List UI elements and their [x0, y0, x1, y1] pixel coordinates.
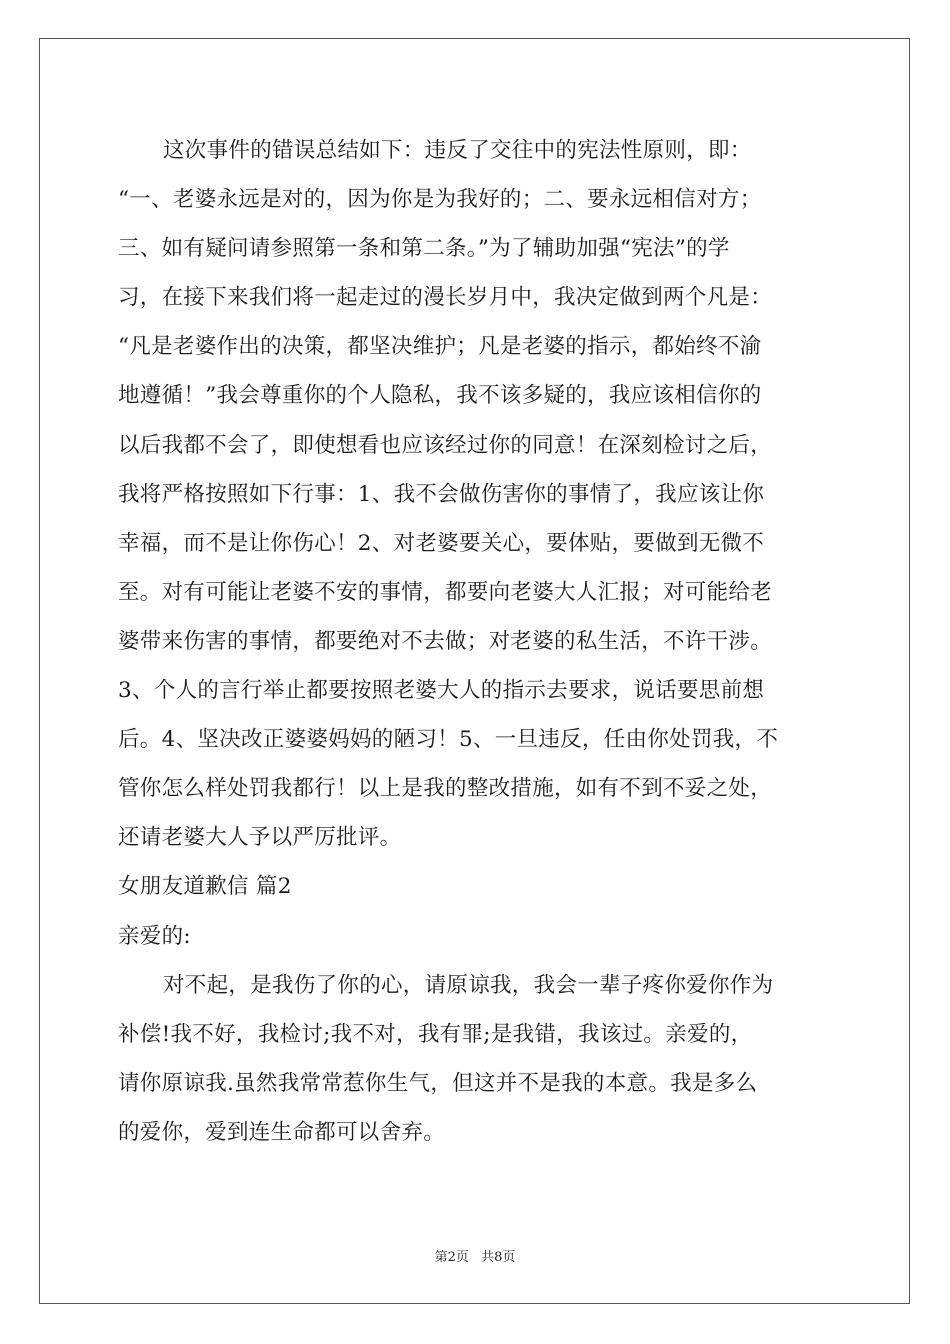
paragraph-1: [118, 126, 858, 862]
salutation: 亲爱的:: [118, 923, 191, 949]
text-line: “凡是老婆作出的决策，都坚决维护；凡是老婆的指示，都始终不渝: [118, 334, 762, 360]
text-line: 3、个人的言行举止都要按照老婆大人的指示去要求，说话要思前想: [118, 678, 765, 704]
text-line: 地遵循！”我会尊重你的个人隐私，我不该多疑的，我应该相信你的: [118, 383, 762, 409]
text-line: 习，在接下来我们将一起走过的漫长岁月中，我决定做到两个凡是：: [118, 285, 773, 311]
paragraph-2: [118, 961, 858, 1157]
document-body: [118, 126, 858, 1157]
text-line: 我将严格按照如下行事：1、我不会做伤害你的事情了，我应该让你: [118, 481, 765, 507]
text-line: 后。4、坚决改正婆婆妈妈的陋习！5、一旦违反，任由你处罚我，不: [118, 727, 779, 753]
text-line: 这次事件的错误总结如下：违反了交往中的宪法性原则，即：: [163, 138, 752, 163]
text-line: 补偿!我不好，我检讨;我不对，我有罪;是我错，我该过。亲爱的，: [118, 1021, 753, 1047]
text-line: 还请老婆大人予以严厉批评。: [118, 825, 402, 851]
text-line: 以后我都不会了，即使想看也应该经过你的同意！在深刻检讨之后，: [118, 432, 773, 458]
page-number: 第2页: [434, 1250, 469, 1265]
text-line: 至。对有可能让老婆不安的事情，都要向老婆大人汇报；对可能给老: [118, 579, 773, 605]
page-footer: [0, 1246, 950, 1265]
text-line: 婆带来伤害的事情，都要绝对不去做；对老婆的私生活，不许干涉。: [118, 628, 773, 654]
text-line: 三、如有疑问请参照第一条和第二条。”为了辅助加强“宪法”的学: [118, 236, 730, 262]
text-line: “一、老婆永远是对的，因为你是为我好的；二、要永远相信对方；: [118, 187, 762, 213]
text-line: 的爱你，爱到连生命都可以舍弃。: [118, 1119, 446, 1145]
text-line: 管你怎么样处罚我都行！以上是我的整改措施，如有不到不妥之处，: [118, 776, 773, 802]
text-line: 幸福，而不是让你伤心！2、对老婆要关心，要体贴，要做到无微不: [118, 530, 765, 556]
text-line: 请你原谅我.虽然我常常惹你生气，但这并不是我的本意。我是多么: [118, 1070, 758, 1096]
page-total: 共8页: [481, 1250, 516, 1265]
section-heading: 女朋友道歉信 篇2: [118, 874, 292, 900]
text-line: 对不起，是我伤了你的心，请原谅我，我会一辈子疼你爱你作为: [163, 972, 774, 998]
